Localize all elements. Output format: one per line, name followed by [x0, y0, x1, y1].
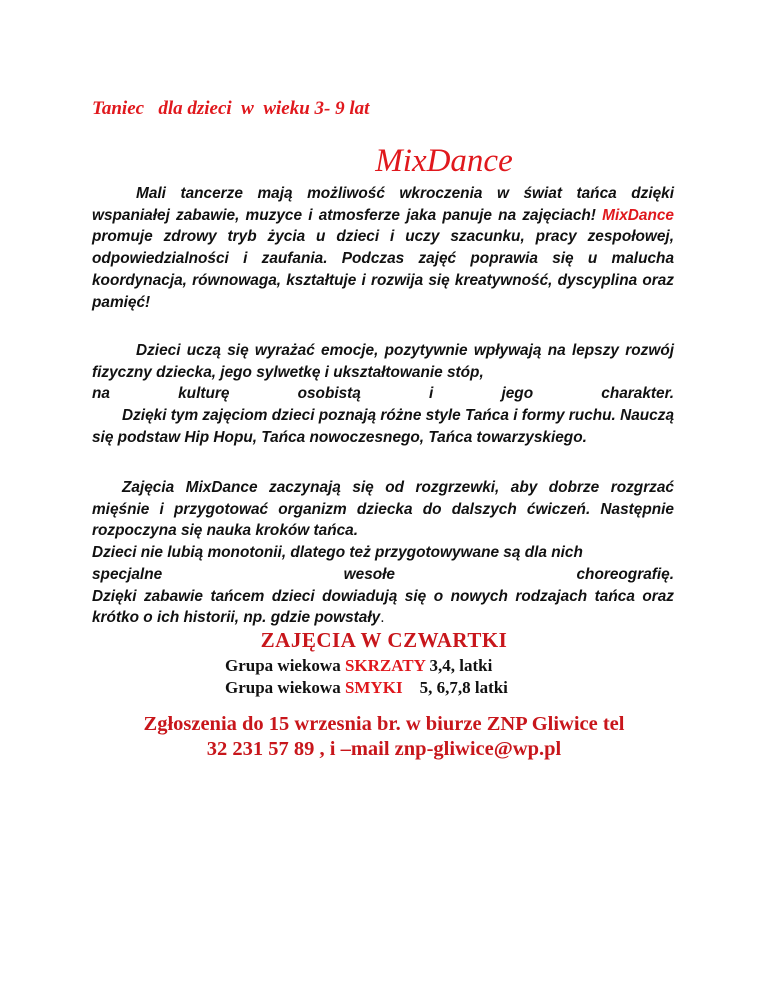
benefits-line-1: Dzieci uczą się wyrażać emocje, pozytywnie wpływają na lepszy rozwój fizyczny dziecka, jego sylwetkę i ukształtowanie stóp,: [92, 342, 674, 381]
intro-text-rest: promuje zdrowy tryb życia u dzieci i uczy szacunku, pracy zespołowej, odpowiedzialności i zaufania. Podczas zajęć poprawia się u malucha koordynacja, równowaga, kształtuje i rozwija się kreatywność, dyscyplina oraz pamięć!: [92, 228, 674, 311]
intro-paragraph: [92, 183, 674, 313]
group-prefix: Grupa wiekowa: [225, 656, 345, 675]
group-name-skrzaty: SKRZATY: [344, 656, 426, 675]
classes-line-3: specjalne wesołe choreografię.: [92, 565, 674, 583]
classes-paragraph: [92, 477, 674, 629]
brand-title: MixDance: [375, 143, 513, 179]
benefits-line-2: na kulturę osobistą i jego charakter.: [92, 385, 674, 403]
group-ages-smyki: 5, 6,7,8 latki: [402, 678, 508, 697]
age-groups: [225, 655, 508, 699]
schedule-heading: ZAJĘCIA W CZWARTKI: [260, 628, 508, 652]
benefits-paragraph: [92, 340, 674, 449]
classes-line-2: Dzieci nie lubią monotonii, dlatego też przygotowywane są dla nich: [92, 544, 583, 562]
group-row-smyki: [225, 677, 508, 699]
contact-line-2: 32 231 57 89 , i –mail znp-gliwice@wp.pl: [206, 738, 562, 760]
group-name-smyki: SMYKI: [344, 678, 403, 697]
contact-info: [0, 712, 768, 762]
group-prefix: Grupa wiekowa: [225, 678, 345, 697]
contact-line-1: Zgłoszenia do 15 wrzesnia br. w biurze ZNP Gliwice tel: [143, 713, 625, 735]
group-ages-skrzaty: 3,4, latki: [425, 656, 493, 675]
intro-text: Mali tancerze mają możliwość wkroczenia w świat tańca dzięki wspaniałej zabawie, muzyce i atmosferze jaka panuje na zajęciach!: [92, 185, 674, 224]
benefits-line-3: Dzięki tym zajęciom dzieci poznają różne style Tańca i formy ruchu. Nauczą się podstaw Hip Hopu, Tańca nowoczesnego, Tańca towarzyskiego.: [92, 407, 674, 446]
classes-line-4-end: .: [380, 609, 385, 627]
subtitle: Taniec dla dzieci w wieku 3- 9 lat: [92, 98, 370, 119]
classes-line-1: Zajęcia MixDance zaczynają się od rozgrzewki, aby dobrze rozgrzać mięśnie i przygotować organizm dziecka do dalszych ćwiczeń. Następnie rozpoczyna się nauka kroków tańca.: [92, 479, 674, 540]
classes-line-4: Dzięki zabawie tańcem dzieci dowiadują się o nowych rodzajach tańca oraz krótko o ich historii, np. gdzie powstały: [92, 587, 674, 627]
group-row-skrzaty: [225, 655, 508, 677]
brand-inline: MixDance: [602, 206, 674, 224]
